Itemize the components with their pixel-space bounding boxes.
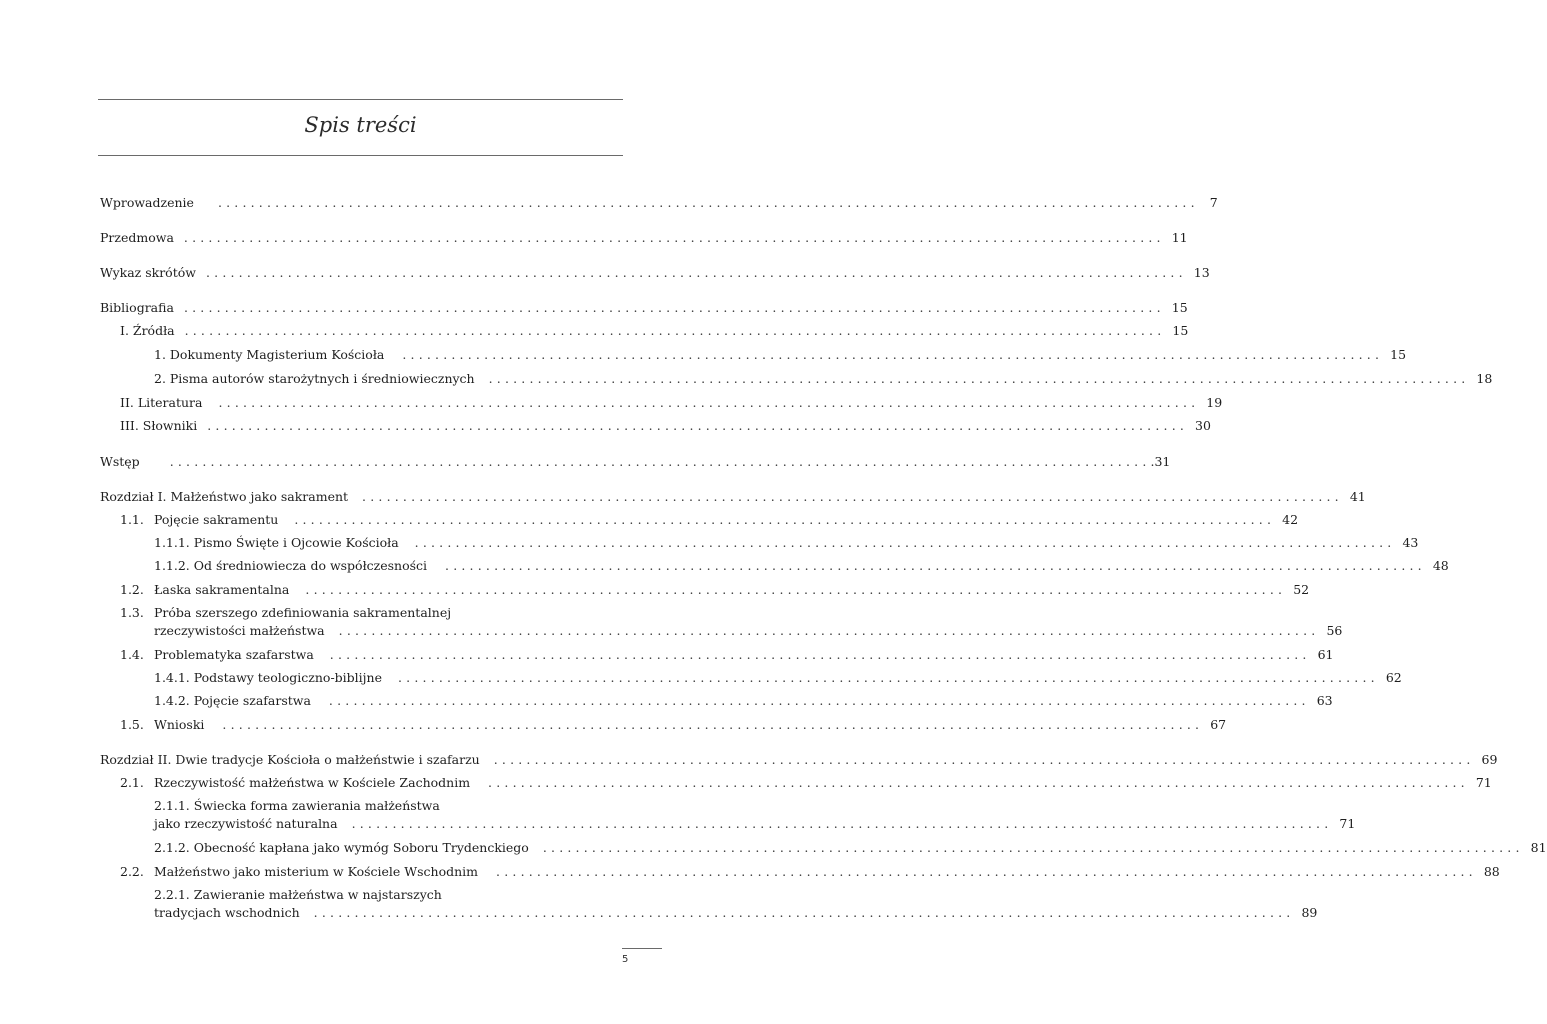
dot-leader: ........................................................................................................................: [338, 623, 1320, 638]
page-number: 5: [622, 954, 629, 965]
toc-page-number: 15: [1171, 300, 1188, 315]
top-rule: [98, 99, 623, 100]
toc-entry-text: 1. Dokumenty Magisterium Kościoła: [154, 347, 385, 362]
toc-entry-text: rzeczywistości małżeństwa: [154, 623, 325, 638]
toc-entry-bibliografia: [100, 298, 1188, 318]
toc-entry-text: jako rzeczywistość naturalna: [154, 816, 338, 831]
toc-entry-text: Wnioski: [154, 717, 205, 732]
toc-entry-text: Rozdział I. Małżeństwo jako sakrament: [100, 489, 349, 504]
toc-page-number: 71: [1475, 775, 1492, 790]
toc-page-number: 81: [1530, 840, 1547, 855]
toc-entry-pisma-autorow: [154, 369, 1493, 389]
toc-section-number: 1.2.: [120, 582, 144, 597]
toc-entry-text: 1.4.2. Pojęcie szafarstwa: [154, 693, 311, 708]
toc-entry-text: Problematyka szafarstwa: [154, 647, 314, 662]
toc-page-number: 89: [1301, 905, 1318, 920]
dot-leader: ........................................................................................................................: [414, 535, 1396, 550]
dot-leader: ........................................................................................................................: [207, 418, 1189, 433]
toc-page-number: 56: [1326, 623, 1343, 638]
toc-entry-text-line1: 2.2.1. Zawieranie małżeństwa w najstarszych: [154, 887, 442, 902]
dot-leader: ........................................................................................................................: [294, 512, 1276, 527]
toc-page-number: 41: [1349, 489, 1366, 504]
toc-entry-zawieranie-malzenstwa: [154, 903, 1318, 923]
toc-entry-literatura: [120, 393, 1223, 413]
toc-entry-text: 1.1.1. Pismo Święte i Ojcowie Kościoła: [154, 535, 399, 550]
dot-leader: ........................................................................................................................: [351, 816, 1333, 831]
toc-page-number: 67: [1210, 717, 1227, 732]
toc-entry-text: II. Literatura: [120, 395, 203, 410]
toc-entry-wstep: [100, 452, 1171, 472]
toc-entry-od-sredniowiecza: [154, 556, 1449, 576]
toc-entry-swiecka-forma: [154, 814, 1356, 834]
dot-leader: ........................................................................................................................: [488, 371, 1470, 386]
title-bottom-rule: [98, 155, 623, 156]
toc-page-number: 62: [1385, 670, 1402, 685]
toc-entry-text: I. Źródła: [120, 323, 175, 338]
toc-page-number: 48: [1432, 558, 1449, 573]
dot-leader: ........................................................................................................................: [445, 558, 1426, 573]
dot-leader: ........................................................................................................................: [205, 265, 1187, 280]
toc-entry-obecnosc-kaplana: [154, 838, 1547, 858]
dot-leader: ........................................................................................................................: [329, 647, 1311, 662]
dot-leader: ........................................................................................................................: [169, 454, 1151, 469]
dot-leader: ........................................................................................................................: [222, 717, 1204, 732]
toc-entry-rozdzial-2: [100, 750, 1498, 770]
toc-page-number: 61: [1317, 647, 1334, 662]
toc-entry-rzeczywistosc-zachodni: [154, 773, 1492, 793]
toc-page-number: 7: [1209, 195, 1218, 210]
toc-entry-proba-zdefiniowania: [154, 621, 1343, 641]
toc-entry-wykaz-skrotow: [100, 263, 1210, 283]
toc-page-number: 63: [1316, 693, 1333, 708]
toc-entry-slowniki: [120, 416, 1211, 436]
toc-entry-text: 1.4.1. Podstawy teologiczno-biblijne: [154, 670, 382, 685]
toc-entry-text: Wprowadzenie: [100, 195, 194, 210]
page-title: Spis treści: [304, 113, 417, 137]
dot-leader: ........................................................................................................................: [496, 864, 1477, 879]
toc-entry-pojecie-sakramentu: [154, 510, 1299, 530]
toc-page-number: 30: [1195, 418, 1211, 433]
toc-entry-text: 2. Pisma autorów starożytnych i średniowiecznych: [154, 371, 475, 386]
toc-entry-text: Rzeczywistość małżeństwa w Kościele Zachodnim: [154, 775, 471, 790]
dot-leader: ........................................................................................................................: [488, 775, 1469, 790]
folio-rule: [622, 948, 662, 949]
toc-entry-text: tradycjach wschodnich: [154, 905, 300, 920]
toc-page-number: 42: [1282, 512, 1299, 527]
toc-section-number: 1.3.: [120, 605, 144, 620]
toc-entry-text: Wstęp: [100, 454, 140, 469]
dot-leader: ........................................................................................................................: [183, 300, 1165, 315]
toc-entry-dokumenty-magisterium: [154, 345, 1407, 365]
toc-page-number: 69: [1481, 752, 1498, 767]
toc-section-number: 2.1.: [120, 775, 144, 790]
toc-entry-pismo-swiete: [154, 533, 1419, 553]
toc-page-number: 52: [1293, 582, 1310, 597]
dot-leader: ........................................................................................................................: [402, 347, 1384, 362]
toc-entry-text: Małżeństwo jako misterium w Kościele Wschodnim: [154, 864, 479, 879]
toc-entry-text: Rozdział II. Dwie tradycje Kościoła o małżeństwie i szafarzu: [100, 752, 480, 767]
dot-leader: ........................................................................................................................: [493, 752, 1475, 767]
toc-entry-laska-sakramentalna: [154, 580, 1310, 600]
toc-entry-podstawy-teologiczne: [154, 668, 1402, 688]
dot-leader: ........................................................................................................................: [183, 230, 1165, 245]
toc-entry-rozdzial-1: [100, 487, 1366, 507]
dot-leader: ........................................................................................................................: [313, 905, 1295, 920]
toc-page-number: .31: [1150, 454, 1171, 469]
toc-section-number: 2.2.: [120, 864, 144, 879]
toc-page-number: 15: [1390, 347, 1407, 362]
toc-page-number: 43: [1402, 535, 1419, 550]
toc-entry-text: 1.1.2. Od średniowiecza do współczesności: [154, 558, 428, 573]
dot-leader: ........................................................................................................................: [218, 395, 1200, 410]
toc-page-number: 11: [1171, 230, 1188, 245]
toc-entry-wnioski: [154, 715, 1227, 735]
toc-entry-text-line1: Próba szerszego zdefiniowania sakramentalnej: [154, 605, 452, 620]
dot-leader: ........................................................................................................................: [305, 582, 1287, 597]
toc-page-number: 19: [1206, 395, 1223, 410]
toc-entry-text: Łaska sakramentalna: [154, 582, 290, 597]
toc-entry-text: Bibliografia: [100, 300, 174, 315]
toc-entry-przedmowa: [100, 228, 1188, 248]
toc-entry-problematyka-szafarstwa: [154, 645, 1334, 665]
toc-entry-text: III. Słowniki: [120, 418, 198, 433]
toc-page-number: 13: [1193, 265, 1210, 280]
dot-leader: ........................................................................................................................: [542, 840, 1524, 855]
toc-entry-text: 2.1.2. Obecność kapłana jako wymóg Soboru Trydenckiego: [154, 840, 529, 855]
toc-entry-text: Pojęcie sakramentu: [154, 512, 279, 527]
toc-entry-text: Przedmowa: [100, 230, 174, 245]
toc-entry-text: Wykaz skrótów: [100, 265, 196, 280]
dot-leader: ........................................................................................................................: [362, 489, 1343, 504]
toc-entry-misterium-wschodni: [154, 862, 1500, 882]
dot-leader: ........................................................................................................................: [328, 693, 1310, 708]
dot-leader: ........................................................................................................................: [398, 670, 1379, 685]
toc-entry-zrodla: [120, 321, 1189, 341]
dot-leader: ........................................................................................................................: [184, 323, 1166, 338]
toc-section-number: 1.5.: [120, 717, 144, 732]
dot-leader: ........................................................................................................................: [217, 195, 1199, 210]
toc-page-number: 18: [1476, 371, 1493, 386]
toc-page-number: 88: [1483, 864, 1500, 879]
toc-page-number: 15: [1172, 323, 1189, 338]
toc-section-number: 1.4.: [120, 647, 144, 662]
toc-section-number: 1.1.: [120, 512, 144, 527]
toc-entry-text-line1: 2.1.1. Świecka forma zawierania małżeństwa: [154, 798, 440, 813]
toc-entry-wprowadzenie: [100, 193, 1218, 213]
toc-page-number: 71: [1339, 816, 1356, 831]
toc-entry-pojecie-szafarstwa: [154, 691, 1333, 711]
